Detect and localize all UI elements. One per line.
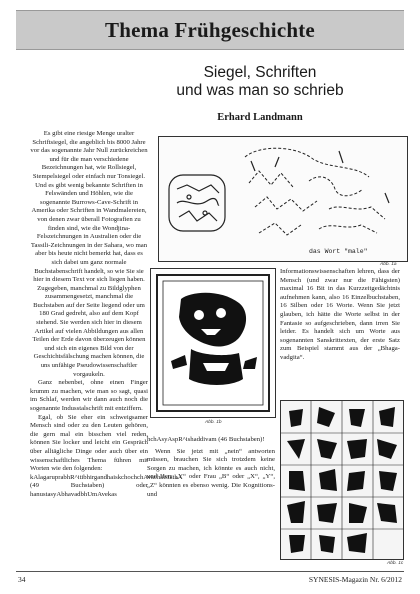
paragraph: Egal, ob Sie eher ein schweigsamer Mensch sind oder zu den Leuten gehören, die gern mal ein bisschen viel reden, können Sie locker und leicht ein Gespräch über alltägliche Dinge oder auch über ein wissenschaftliches Thema führen mit Worten wie den folgenden: <box>30 413 148 473</box>
page-number: 34 <box>18 575 26 584</box>
article-title <box>120 64 400 100</box>
paragraph: kAlagaruprabhR^itibhirgandhaiskchochchAvachaistathA (49 Buchstaben) oder hanustasyAbhavadbhUmAvekas <box>30 473 183 498</box>
article-author: Erhard Landmann <box>217 112 303 123</box>
paragraph: hchAsyAspR^ishaddivam (46 Buchstaben)! <box>147 436 265 443</box>
figure-1a <box>158 136 408 262</box>
article-title-line1: Siegel, Schriften <box>203 64 317 81</box>
figure-1b <box>150 268 276 418</box>
seal-glyphs-image <box>159 137 407 261</box>
paragraph: Wenn Sie jetzt mit „nein“ antworten müssen, brauchen Sie sich trotzdem keine Sorgen zu machen, ich könnte es auch nicht, und Herr „Y“ oder Frau „B“ oder „X“, „Y“, „Z“ könnten es ebenso wenig. Die Kognitions- und <box>147 447 275 498</box>
glyph-drawing <box>245 148 385 235</box>
clay-seal <box>169 175 225 231</box>
figure-1c <box>280 400 404 560</box>
glyph-table-image <box>281 401 403 559</box>
figure-1b-caption: Abb. 1b <box>205 420 222 425</box>
rock-painting-image <box>151 269 275 417</box>
figure-1c-caption: Abb. 1c <box>387 561 404 566</box>
section-title: Thema Frühgeschichte <box>105 17 315 42</box>
figure-1a-label: das Wort "male" <box>309 248 368 255</box>
footer-divider <box>16 571 404 572</box>
text-column-2 <box>147 436 275 499</box>
magazine-info: SYNESIS-Magazin Nr. 6/2012 <box>308 575 402 584</box>
text-column-1 <box>30 130 183 500</box>
section-banner <box>16 10 404 50</box>
paragraph: Es gibt eine riesige Menge uralter Schriftsiegel, die angeblich bis 8000 Jahre vor das sogenannte Jahr Null zurückreichen und für die man verschiedene Bezeichnungen hat, wie Rollsiegel, Stempelsiegel oder einfach nur Tonsiegel. Und es gibt wenig bekannte Schriften in Felswänden und Höhlen, wie die sogenannte Burrows-Cave-Schrift in Amerika oder Schriften in Wandmalereien, von denen zwar überall Fotografien zu finden sind, wie die Wondjina-Felszeichnungen in Australien oder die Tassili-Zeichnungen in der Sahara, wo man aber bis heute nicht bemerkt hat, dass es sich dabei um ganz normale Buchstabenschrift handelt, so wie Sie sie hier in diesem Text vor sich liegen haben. Zugegeben, manchmal zu Bildglyphen zusammengesetzt, manchmal die Buchstaben auf der Seite liegend oder um 180 Grad gedreht, also auf dem Kopf stehend. Sie werden sich hier in diesem Artikel auf vielen Abbildungen aus allen Teilen der Erde davon überzeugen können und sich ein eigenes Bild von der Geschichtsfälschung machen können, die uns unfähige Pseudowissenschaftler vorgaukeln. <box>30 130 148 378</box>
paragraph: Ganz nebenbei, ohne einen Finger krumm zu machen, wie man so sagt, quasi im Schlaf, werden wir dann auch noch die sogenannte Indusstalschrift mit entziffern. <box>30 379 148 412</box>
paragraph: Informationswissenschaften lehren, dass der Mensch (und zwar nur die Fähigsten) maximal 16 Bit in das Kurzzeitgedächtnis aufnehmen kann, also 16 Einzelbuchstaben, 16 Silben oder 16 Worte. Wenn Sie jetzt glauben, ich hätte die Worte selbst in der Fantasie so aufgeschrieben, dann irren Sie leider. Es handelt sich um Worte aus sogenannten Sanskrittexten, der erste Satz zum Beispiel stammt aus der „Bhaga-vadgita“. <box>280 268 400 361</box>
article-title-line2: und was man so schrieb <box>176 82 344 99</box>
figure-1a-caption: Abb. 1a <box>380 262 397 267</box>
text-column-3 <box>280 268 400 363</box>
